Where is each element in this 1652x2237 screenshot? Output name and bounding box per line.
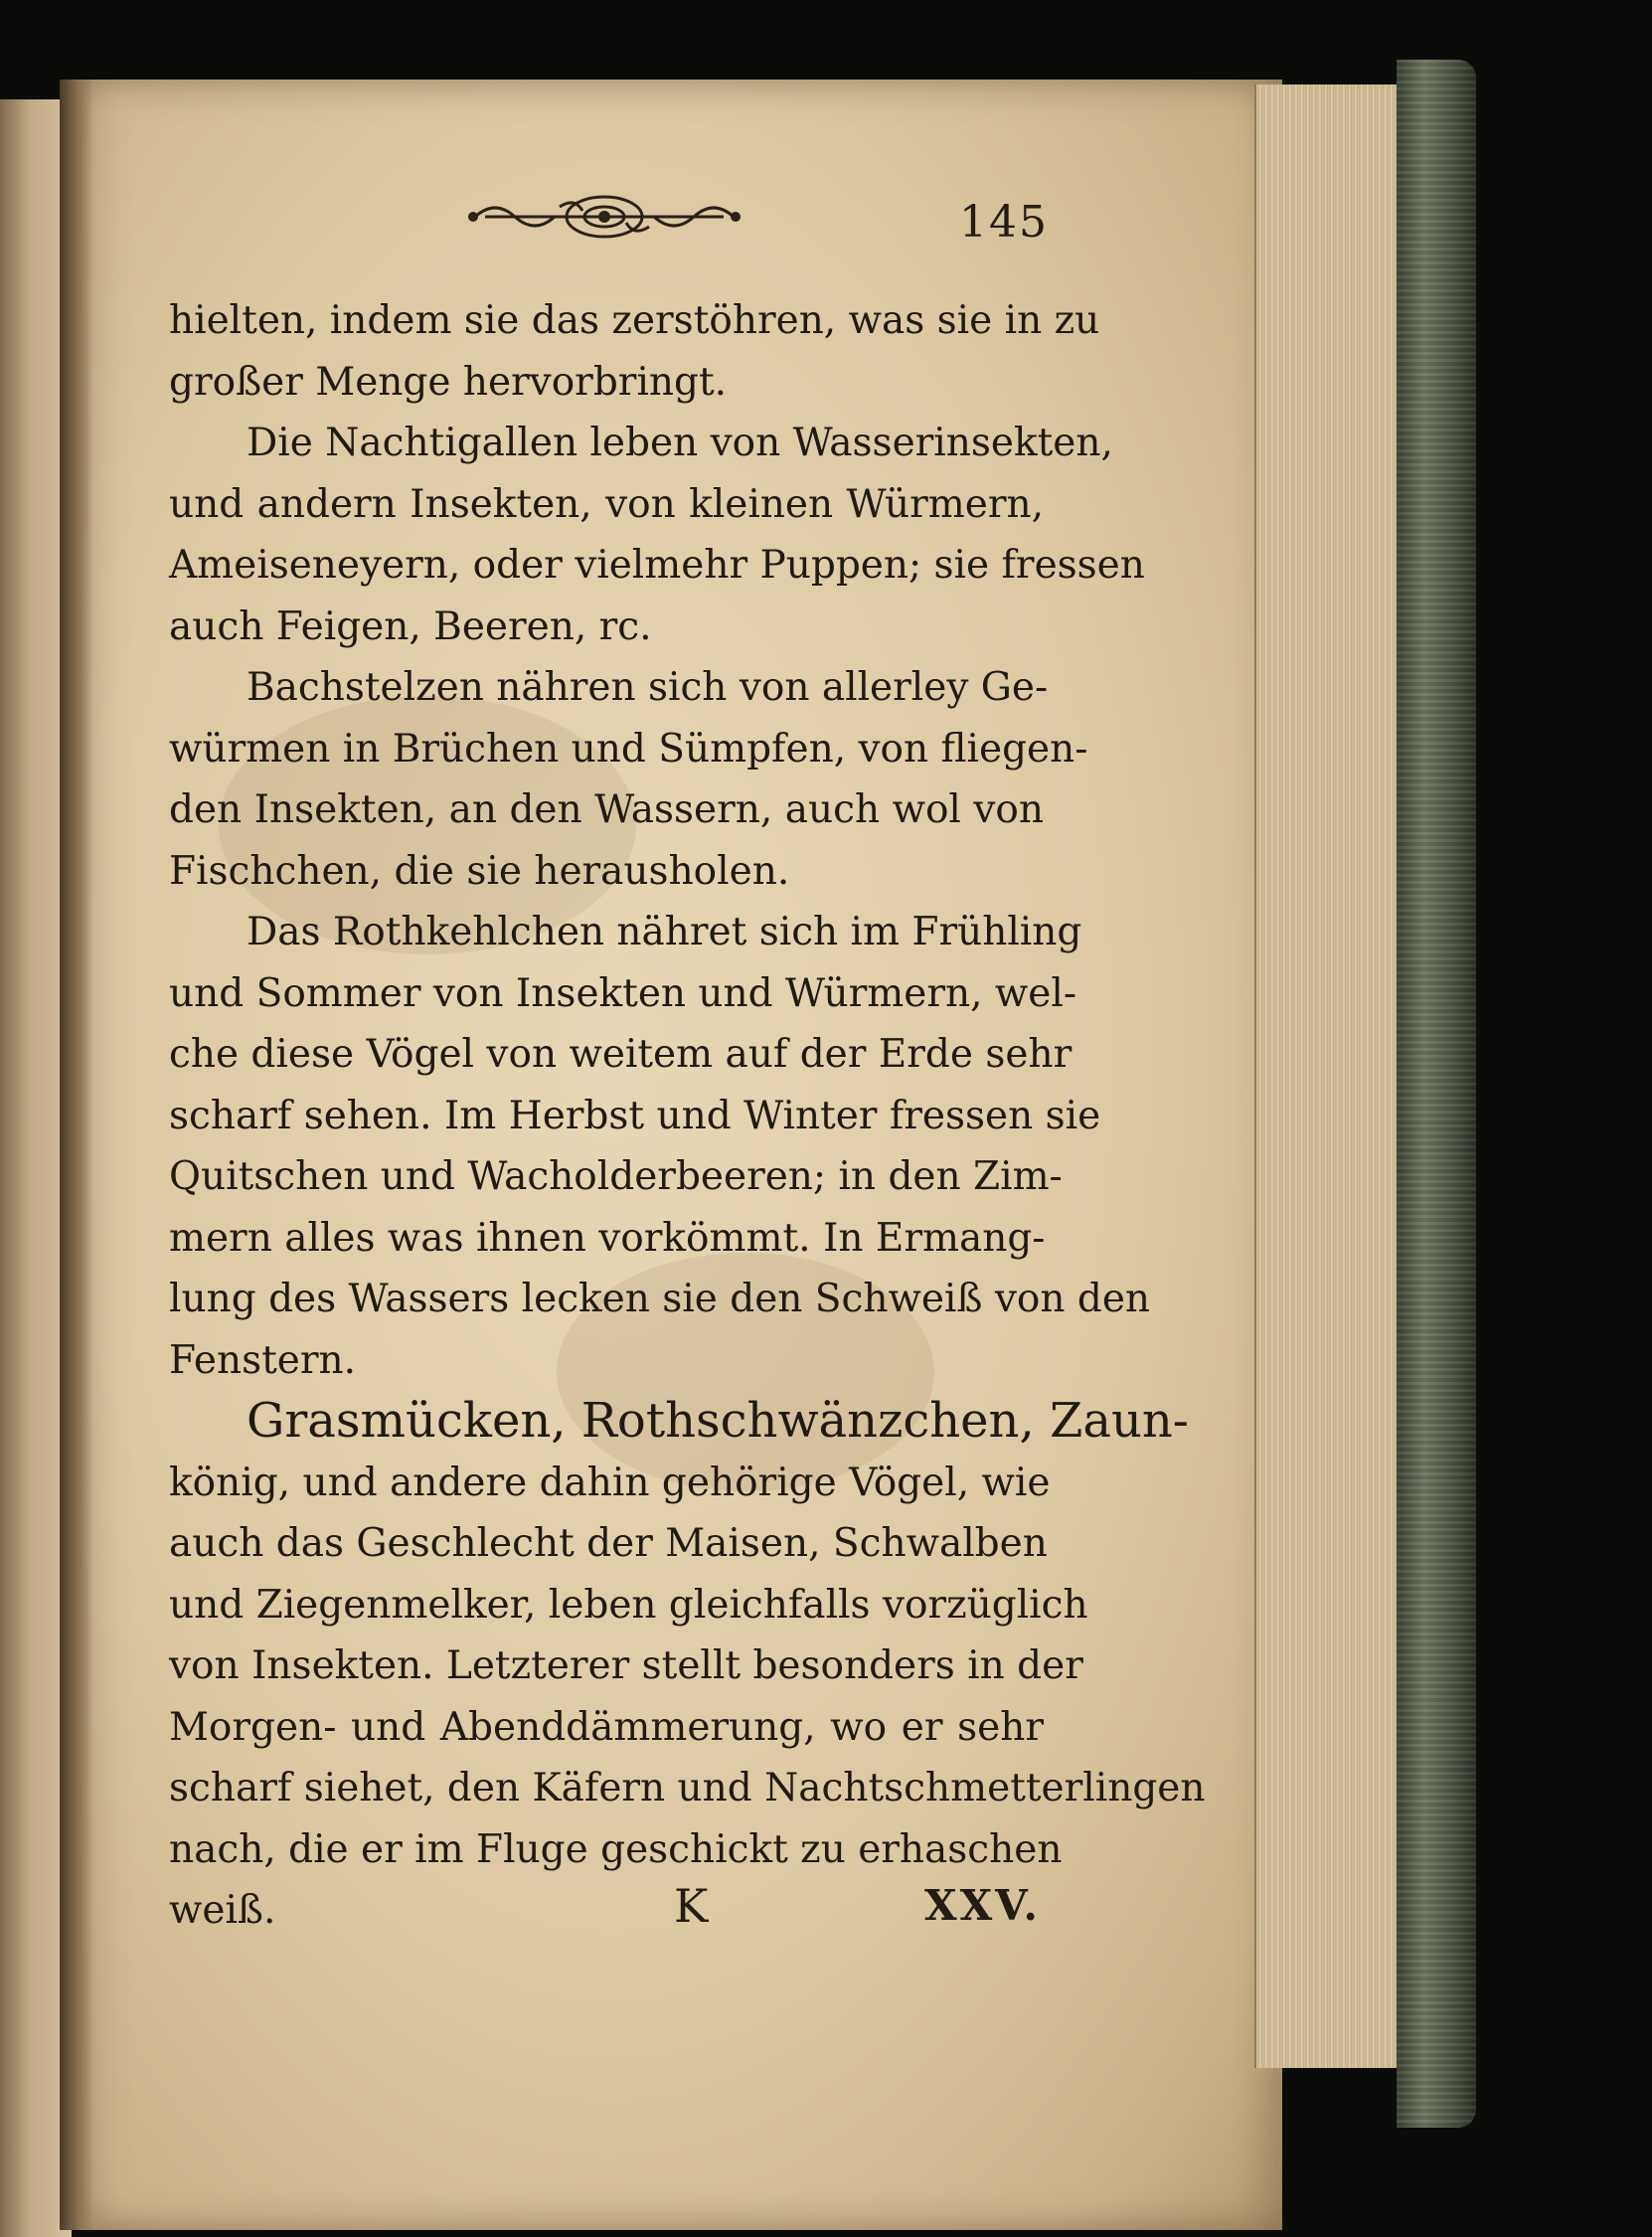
text-line: Ameiseneyern, oder vielmehr Puppen; sie fressen — [169, 543, 1145, 588]
text-line: könig, und andere dahin gehörige Vögel, wie — [169, 1460, 1051, 1505]
text-line: und andern Insekten, von kleinen Würmern, — [169, 481, 1044, 527]
text-line: nach, die er im Fluge geschickt zu erhaschen — [169, 1826, 1063, 1872]
text-line: auch das Geschlecht der Maisen, Schwalben — [169, 1521, 1048, 1566]
text-line: den Insekten, an den Wassern, auch wol von — [169, 787, 1044, 832]
text-line: auch Feigen, Beeren, rc. — [169, 603, 652, 649]
text-line: scharf sehen. Im Herbst und Winter fressen sie — [169, 1093, 1101, 1138]
text-line: würmen in Brüchen und Sümpfen, von fliegen- — [169, 726, 1088, 772]
text-line: Fischchen, die sie herausholen. — [169, 848, 790, 894]
text-line: che diese Vögel von weitem auf der Erde sehr — [169, 1032, 1073, 1077]
text-line: Die Nachtigallen leben von Wasserinsekten, — [247, 421, 1113, 465]
text-line: Bachstelzen nähren sich von allerley Ge- — [247, 665, 1049, 710]
catchword: XXV. — [924, 1881, 1042, 1930]
book-gutter — [60, 80, 93, 2230]
text-line: scharf siehet, den Käfern und Nachtschmetterlingen — [169, 1766, 1206, 1810]
page-body-text — [169, 290, 1206, 1942]
text-line: und Ziegenmelker, leben gleichfalls vorzüglich — [169, 1582, 1088, 1628]
page-block-edges — [1254, 85, 1404, 2068]
text-line: Morgen- und Abenddämmerung, wo er sehr — [169, 1704, 1044, 1750]
book-cover — [1397, 60, 1476, 2128]
page-number: 145 — [959, 197, 1049, 248]
text-line: Grasmücken, Rothschwänzchen, Zaun- — [247, 1393, 1189, 1449]
text-line: hielten, indem sie das zerstöhren, was sie in zu — [169, 298, 1100, 343]
text-line: lung des Wassers lecken sie den Schweiß von den — [169, 1277, 1151, 1321]
text-line: von Insekten. Letzterer stellt besonders in der — [169, 1643, 1083, 1688]
text-line: mern alles was ihnen vorkömmt. In Ermang- — [169, 1215, 1046, 1261]
text-line: und Sommer von Insekten und Würmern, wel- — [169, 970, 1077, 1016]
text-line: weiß. — [169, 1888, 276, 1933]
signature-mark: K — [674, 1879, 709, 1933]
text-line: großer Menge hervorbringt. — [169, 359, 728, 405]
decorative-headpiece — [465, 189, 743, 245]
text-line: Das Rothkehlchen nähret sich im Frühling — [247, 910, 1082, 954]
text-line: Fenstern. — [169, 1337, 357, 1383]
text-line: Quitschen und Wacholderbeeren; in den Zim- — [169, 1154, 1063, 1199]
